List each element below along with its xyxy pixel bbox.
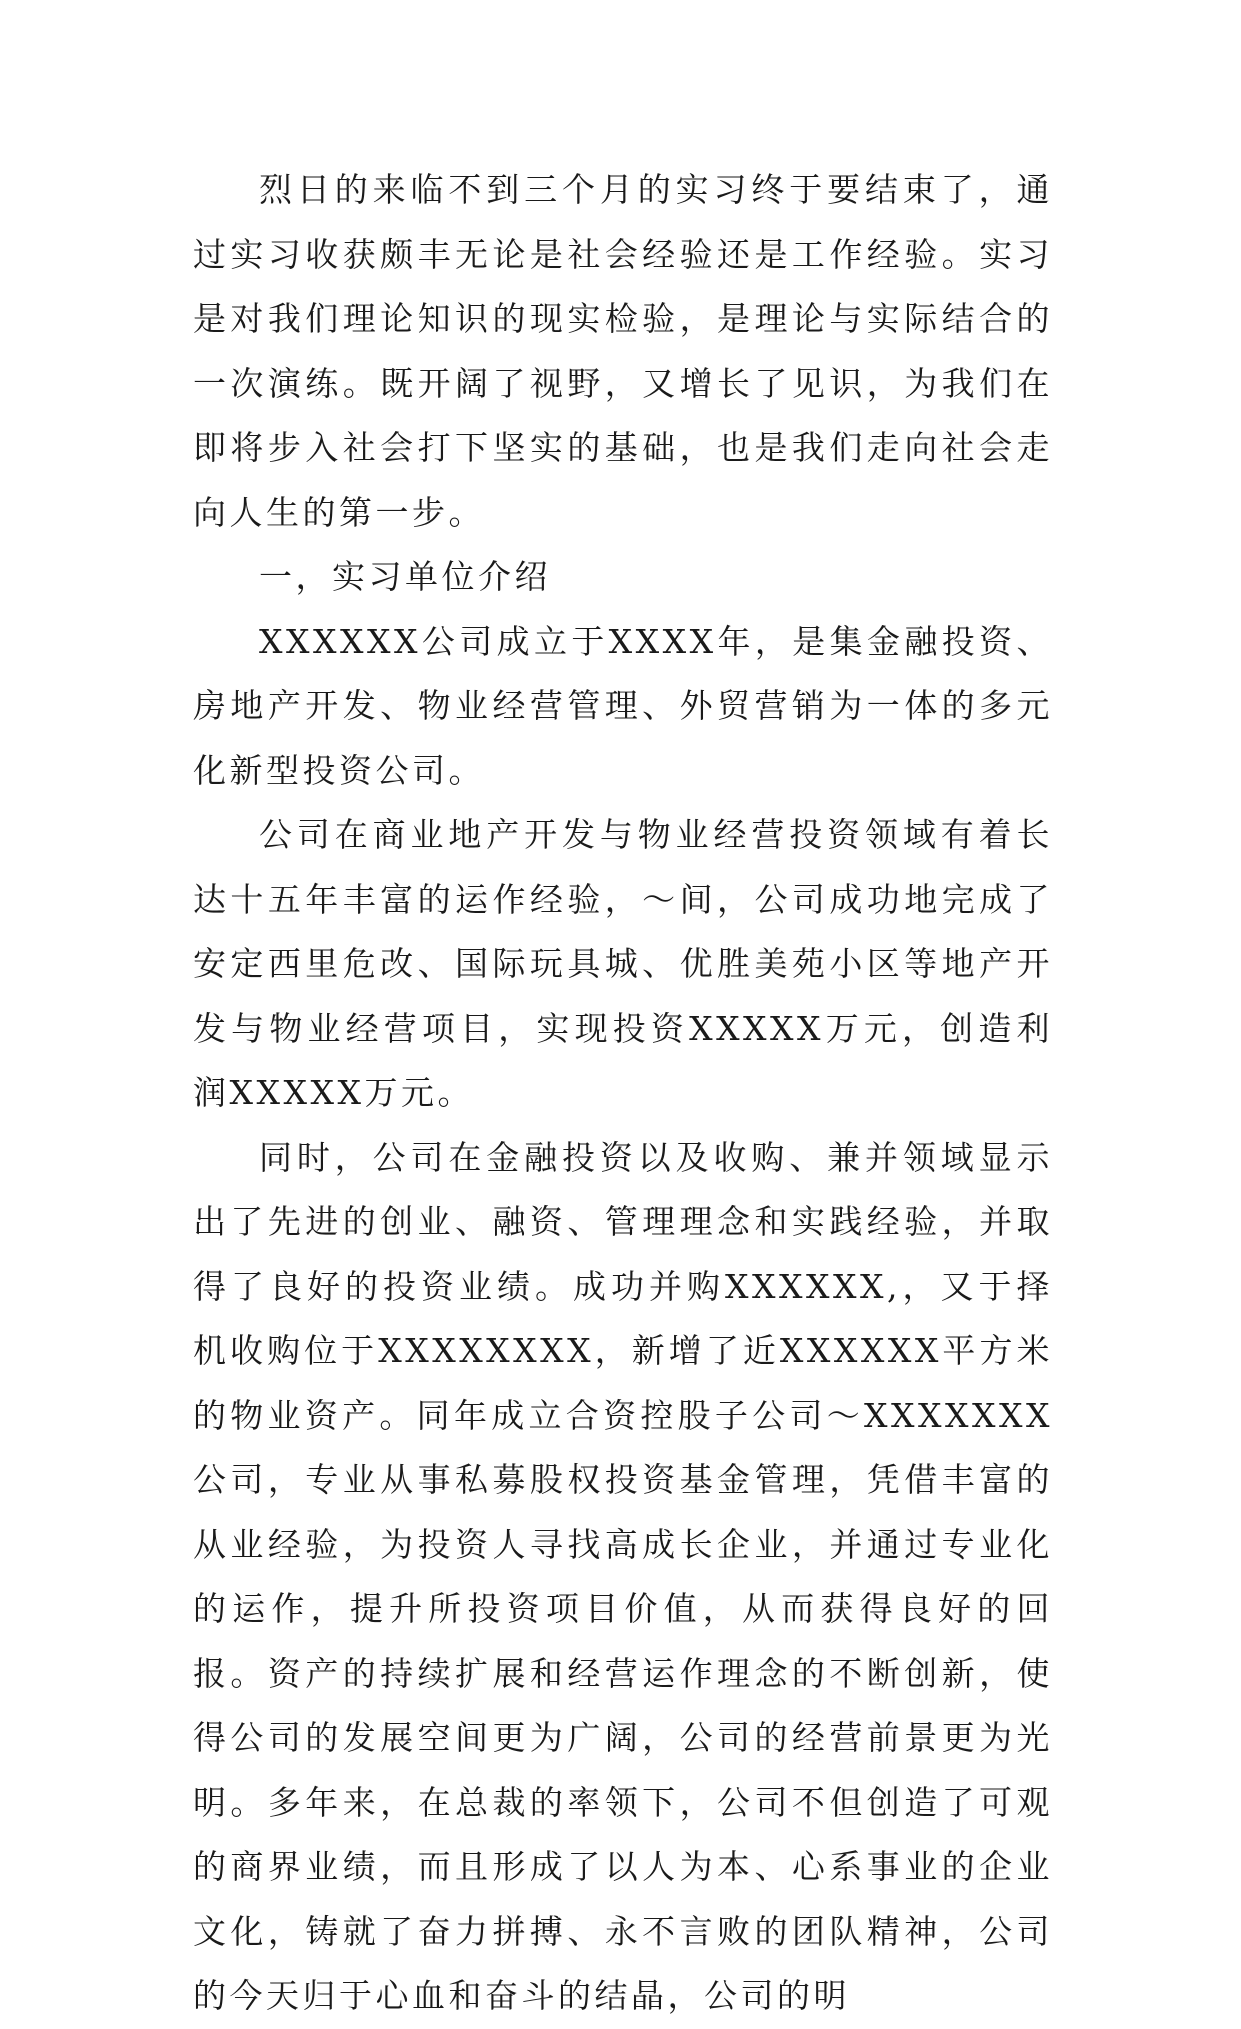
paragraph-company-founding: XXXXXX公司成立于XXXX年，是集金融投资、房地产开发、物业经营管理、外贸营销为一体的多元化新型投资公司。 (193, 621, 1053, 790)
document-page (193, 158, 1053, 2029)
paragraph-intro: 烈日的来临不到三个月的实习终于要结束了，通过实习收获颇丰无论是社会经验还是工作经验。实习是对我们理论知识的现实检验，是理论与实际结合的一次演练。既开阔了视野，又增长了见识，为我们在即将步入社会打下坚实的基础，也是我们走向社会走向人生的第一步。 (193, 170, 1053, 532)
paragraph-investment-performance: 同时，公司在金融投资以及收购、兼并领域显示出了先进的创业、融资、管理理念和实践经验，并取得了良好的投资业绩。成功并购XXXXXX,，又于择机收购位于XXXXXXXX，新增了近XXXXXX平方米的物业资产。同年成立合资控股子公司～XXXXXXX公司，专业从事私募股权投资基金管理，凭借丰富的从业经验，为投资人寻找高成长企业，并通过专业化的运作，提升所投资项目价值，从而获得良好的回报。资产的持续扩展和经营运作理念的不断创新，使得公司的发展空间更为广阔，公司的经营前景更为光明。多年来，在总裁的率领下，公司不但创造了可观的商界业绩，而且形成了以人为本、心系事业的企业文化，铸就了奋力拼搏、永不言败的团队精神，公司的今天归于心血和奋斗的结晶，公司的明 (193, 1137, 1053, 2015)
paragraph-real-estate-experience: 公司在商业地产开发与物业经营投资领域有着长达十五年丰富的运作经验，～间，公司成功地完成了安定西里危改、国际玩具城、优胜美苑小区等地产开发与物业经营项目，实现投资XXXXX万元，创造利润XXXXX万元。 (193, 815, 1053, 1112)
section-heading: 一，实习单位介绍 (259, 557, 551, 596)
